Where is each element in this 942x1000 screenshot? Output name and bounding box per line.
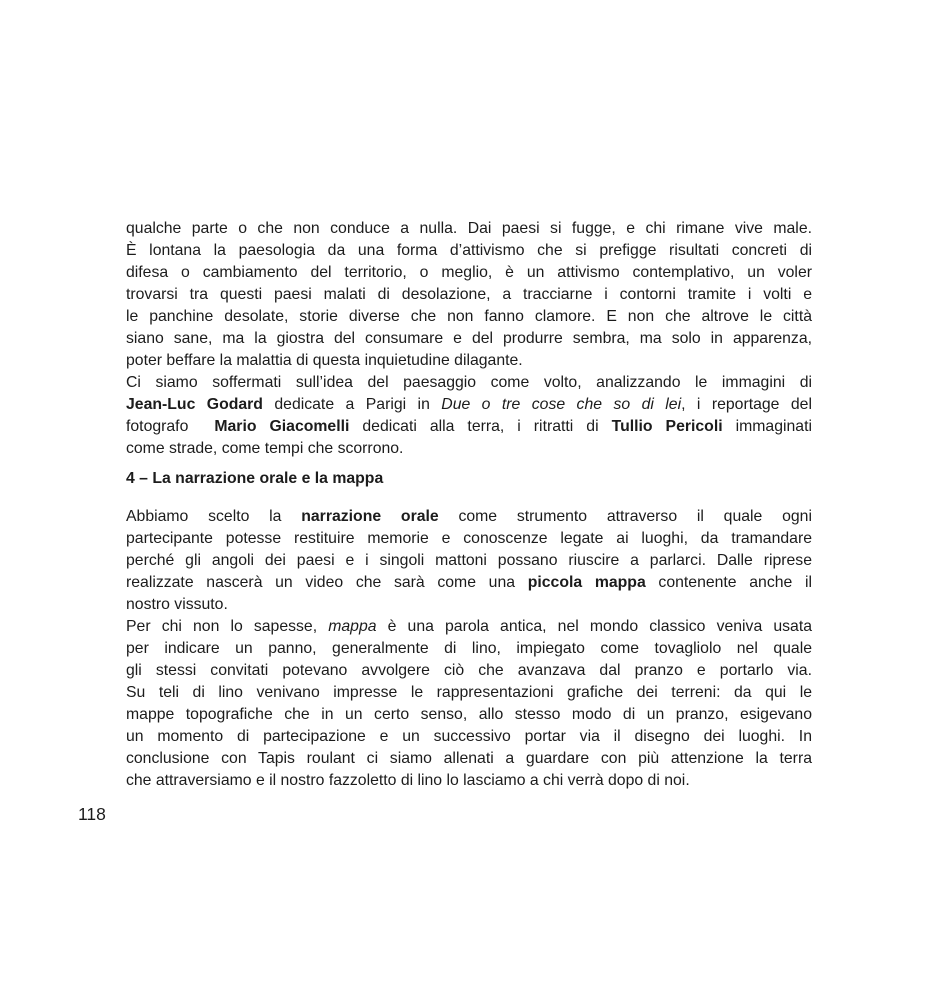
text-line bbox=[126, 704, 812, 726]
paragraph bbox=[126, 218, 812, 372]
bold-text-run: Tullio Pericoli bbox=[611, 418, 723, 435]
text-run: 4 – La narrazione orale e la mappa bbox=[126, 470, 384, 487]
text-run: come strade, come tempi che scorrono. bbox=[126, 440, 404, 457]
italic-text-run: Due o tre cose che so di lei bbox=[441, 396, 682, 413]
text-run: trovarsi tra questi paesi malati di desolazione, a tracciarne i contorni tramite i volti e bbox=[126, 286, 812, 303]
text-run: immaginati bbox=[722, 418, 812, 435]
text-line bbox=[126, 506, 812, 528]
text-run: contenente anche il bbox=[645, 574, 813, 591]
text-line bbox=[126, 572, 812, 594]
text-run: Ci siamo soffermati sull’idea del paesaggio come volto, analizzando le immagini di bbox=[126, 374, 812, 391]
text-line bbox=[126, 682, 812, 704]
text-run: fotografo bbox=[126, 418, 215, 435]
text-line bbox=[126, 594, 812, 616]
text-line bbox=[126, 394, 812, 416]
paragraph bbox=[126, 506, 812, 616]
text-block bbox=[126, 218, 812, 792]
text-run: per indicare un panno, generalmente di lino, impiegato come tovagliolo nel quale bbox=[126, 640, 812, 657]
text-line bbox=[126, 748, 812, 770]
text-run: realizzate nascerà un video che sarà come una bbox=[126, 574, 528, 591]
bold-text-run: narrazione orale bbox=[301, 508, 439, 525]
text-run: poter beffare la malattia di questa inquietudine dilagante. bbox=[126, 352, 523, 369]
text-run: dedicati alla terra, i ritratti di bbox=[349, 418, 612, 435]
bold-text-run: piccola mappa bbox=[527, 574, 646, 591]
text-run: è una parola antica, nel mondo classico veniva usata bbox=[376, 618, 812, 635]
text-line bbox=[126, 306, 812, 328]
text-line bbox=[126, 638, 812, 660]
text-line bbox=[126, 438, 812, 460]
paragraph bbox=[126, 372, 812, 460]
text-line bbox=[126, 284, 812, 306]
bold-text-run: Mario Giacomelli bbox=[214, 418, 350, 435]
section-heading bbox=[126, 468, 812, 490]
text-run: È lontana la paesologia da una forma d’attivismo che si prefigge risultati concreti di bbox=[126, 242, 812, 259]
text-run: Su teli di lino venivano impresse le rappresentazioni grafiche dei terreni: da qui le bbox=[126, 684, 812, 701]
italic-text-run: mappa bbox=[328, 618, 377, 635]
text-line bbox=[126, 372, 812, 394]
text-run: gli stessi convitati potevano avvolgere ciò che avanzava dal pranzo e portarlo via. bbox=[126, 662, 812, 679]
text-run: come strumento attraverso il quale ogni bbox=[438, 508, 812, 525]
text-run: perché gli angoli dei paesi e i singoli mattoni possano riuscire a parlarci. Dalle riprese bbox=[126, 552, 812, 569]
bold-text-run: Jean-Luc Godard bbox=[126, 396, 263, 413]
text-run: qualche parte o che non conduce a nulla. Dai paesi si fugge, e chi rimane vive male. bbox=[126, 220, 812, 237]
text-run: nostro vissuto. bbox=[126, 596, 228, 613]
text-line bbox=[126, 240, 812, 262]
page-number: 118 bbox=[78, 804, 106, 824]
paragraph bbox=[126, 616, 812, 792]
text-run: partecipante potesse restituire memorie e conoscenze legate ai luoghi, da tramandare bbox=[126, 530, 812, 547]
text-line bbox=[126, 328, 812, 350]
text-run: le panchine desolate, storie diverse che non fanno clamore. E non che altrove le città bbox=[126, 308, 812, 325]
text-line bbox=[126, 416, 812, 438]
text-run: Per chi non lo sapesse, bbox=[126, 618, 329, 635]
text-line bbox=[126, 350, 812, 372]
text-run: difesa o cambiamento del territorio, o meglio, è un attivismo contemplativo, un voler bbox=[126, 264, 812, 281]
text-run: un momento di partecipazione e un successivo portar via il disegno dei luoghi. In bbox=[126, 728, 812, 745]
text-run: che attraversiamo e il nostro fazzoletto di lino lo lasciamo a chi verrà dopo di noi. bbox=[126, 772, 690, 789]
text-line bbox=[126, 660, 812, 682]
text-run: dedicate a Parigi in bbox=[262, 396, 442, 413]
text-line bbox=[126, 550, 812, 572]
text-line bbox=[126, 770, 812, 792]
text-run: Abbiamo scelto la bbox=[126, 508, 302, 525]
text-run: mappe topografiche che in un certo senso, allo stesso modo di un pranzo, esigevano bbox=[126, 706, 812, 723]
text-line bbox=[126, 218, 812, 240]
text-line bbox=[126, 528, 812, 550]
text-line bbox=[126, 616, 812, 638]
heading-line bbox=[126, 468, 812, 490]
text-line bbox=[126, 726, 812, 748]
text-run: , i reportage del bbox=[681, 396, 812, 413]
text-run: siano sane, ma la giostra del consumare e del produrre sembra, ma solo in apparenza, bbox=[126, 330, 812, 347]
text-line bbox=[126, 262, 812, 284]
text-run: conclusione con Tapis roulant ci siamo allenati a guardare con più attenzione la terra bbox=[126, 750, 812, 767]
